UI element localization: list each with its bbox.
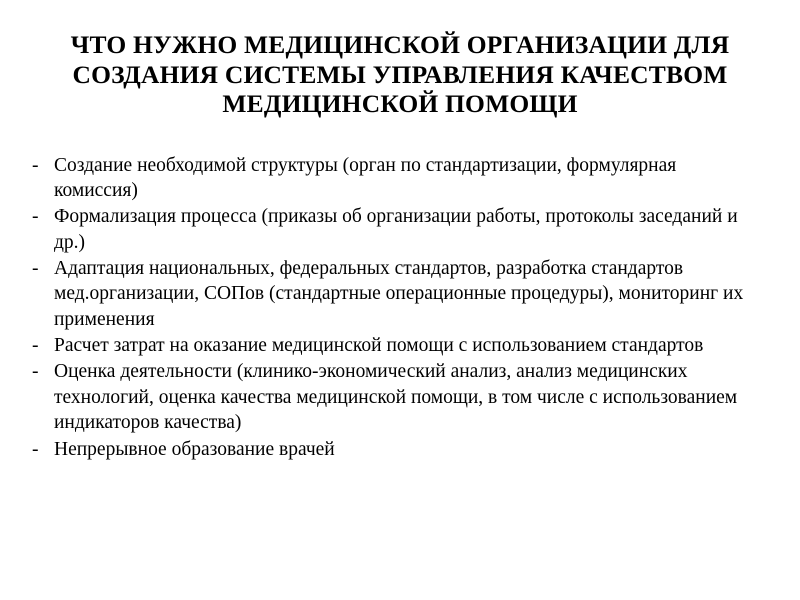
list-item-text: Формализация процесса (приказы об организации работы, протоколы заседаний и др.) — [54, 206, 738, 253]
list-item — [30, 204, 770, 255]
list-item-text: Создание необходимой структуры (орган по стандартизации, формулярная комиссия) — [54, 154, 677, 202]
bullet-marker: - — [32, 154, 39, 176]
bullet-marker: - — [32, 258, 39, 280]
bullet-marker: - — [32, 335, 39, 357]
list-item — [30, 256, 770, 332]
list-item-text: Оценка деятельности (клинико-экономический анализ, анализ медицинских технологий, оценка качества медицинской помощи, в том числе с использованием индикаторов качества) — [54, 361, 738, 434]
bullet-marker: - — [32, 206, 39, 228]
list-item — [30, 153, 770, 204]
list-item-text: Расчет затрат на оказание медицинской помощи с использованием стандартов — [54, 335, 704, 357]
bullet-list — [30, 153, 770, 463]
page-title: ЧТО НУЖНО МЕДИЦИНСКОЙ ОРГАНИЗАЦИИ ДЛЯ СОЗДАНИЯ СИСТЕМЫ УПРАВЛЕНИЯ КАЧЕСТВОМ МЕДИЦИНСКОЙ ПОМОЩИ — [70, 30, 730, 119]
bullet-marker: - — [32, 438, 39, 460]
list-item-text: Непрерывное образование врачей — [54, 438, 335, 460]
list-item — [30, 359, 770, 435]
list-item — [30, 437, 770, 462]
list-item — [30, 333, 770, 358]
bullet-marker: - — [32, 361, 39, 383]
list-item-text: Адаптация национальных, федеральных стандартов, разработка стандартов мед.организации, СОПов (стандартные операционные процедуры), мониторинг их применения — [54, 258, 744, 330]
